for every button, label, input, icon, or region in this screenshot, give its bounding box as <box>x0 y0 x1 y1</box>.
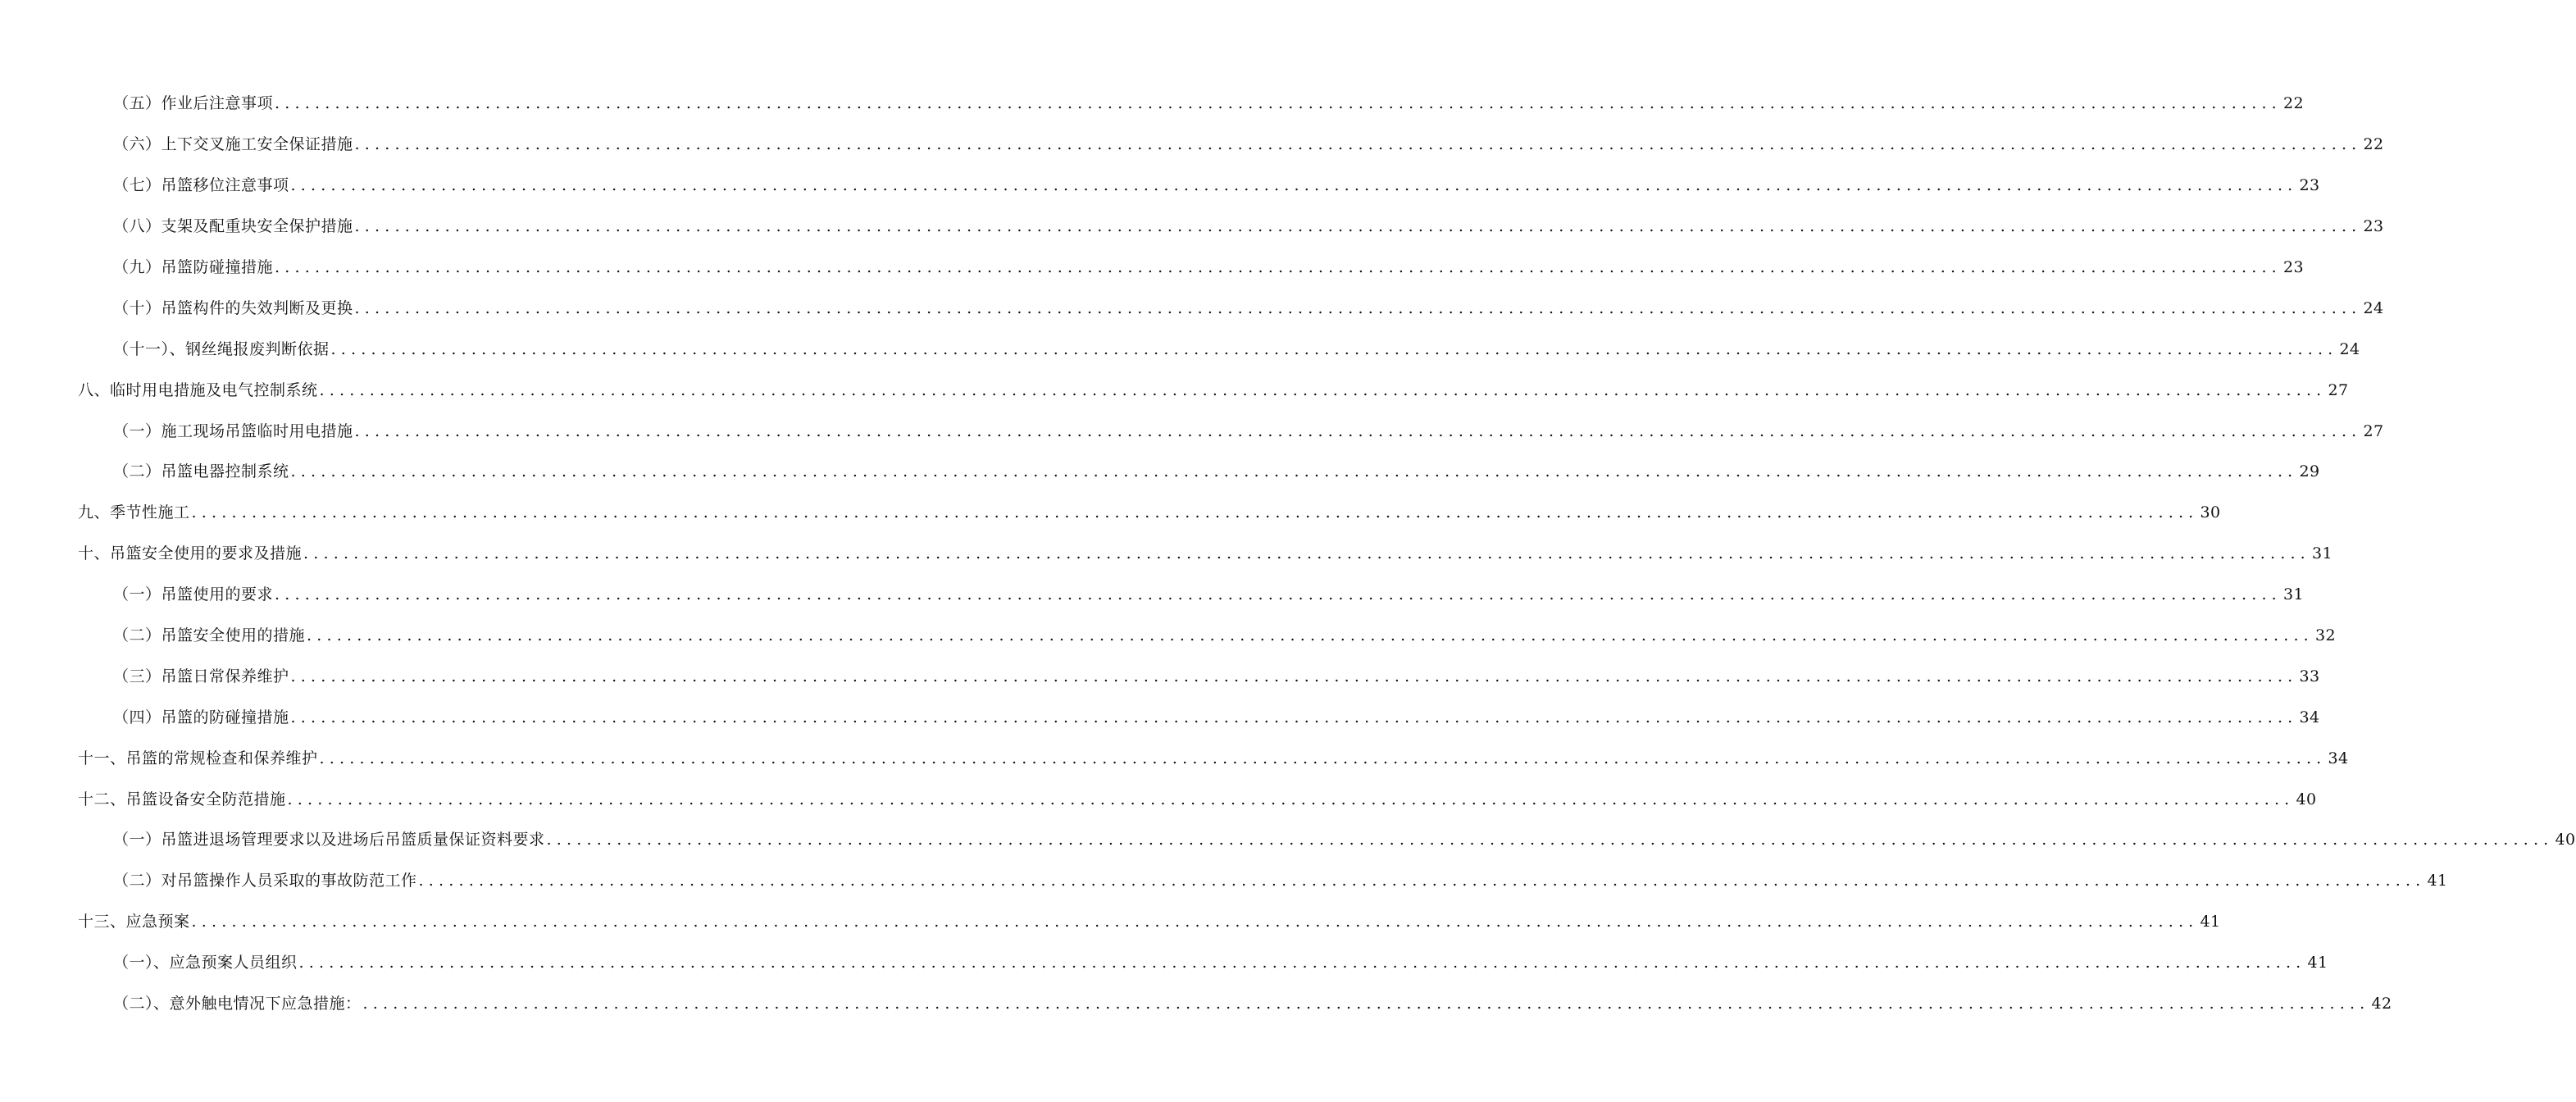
toc-dot-leader: ........................................................................................................................................................................................................ <box>290 708 2298 726</box>
toc-entry[interactable] <box>0 329 2360 370</box>
toc-entry-title: （一）吊篮使用的要求 <box>113 585 274 604</box>
toc-entry-title: （八）支架及配重块安全保护措施 <box>113 217 353 236</box>
toc-entry[interactable] <box>0 125 2384 166</box>
toc-entry-title: （一）、应急预案人员组织 <box>113 954 298 972</box>
toc-entry[interactable] <box>0 984 2392 1025</box>
toc-entry[interactable] <box>0 861 2448 902</box>
toc-entry-title: 十二、吊篮设备安全防范措施 <box>78 790 286 808</box>
toc-entry-title: 十三、应急预案 <box>78 913 190 931</box>
toc-entry-title: （一）吊篮进退场管理要求以及进场后吊篮质量保证资料要求 <box>113 831 545 849</box>
toc-entry-page-number: 23 <box>2363 217 2384 236</box>
toc-entry-page-number: 41 <box>2427 872 2448 890</box>
toc-entry-page-number: 27 <box>2328 380 2349 399</box>
toc-entry-title: （一）施工现场吊篮临时用电措施 <box>113 421 353 440</box>
toc-entry[interactable] <box>0 288 2384 329</box>
toc-entry-page-number: 40 <box>2296 790 2317 808</box>
toc-dot-leader: ........................................................................................................................................................................................................ <box>191 503 2199 522</box>
toc-entry-page-number: 22 <box>2282 94 2305 113</box>
toc-entry-page-number: 42 <box>2371 995 2392 1013</box>
toc-dot-leader: ........................................................................................................................................................................................................ <box>354 421 2362 440</box>
toc-dot-leader: ........................................................................................................................................................................................................ <box>298 954 2306 972</box>
toc-entry[interactable] <box>0 697 2320 738</box>
toc-dot-leader: ........................................................................................................................................................................................................ <box>418 872 2426 890</box>
toc-dot-leader: ........................................................................................................................................................................................................ <box>303 544 2310 563</box>
toc-entry[interactable] <box>0 534 2333 575</box>
toc-entry-page-number: 30 <box>2200 503 2221 522</box>
toc-entry-page-number: 27 <box>2363 421 2384 440</box>
toc-entry-page-number: 34 <box>2299 708 2320 726</box>
toc-entry[interactable] <box>0 575 2305 616</box>
toc-entry[interactable] <box>0 779 2317 820</box>
toc-entry-page-number: 34 <box>2328 749 2349 767</box>
toc-entry-title: 八、临时用电措施及电气控制系统 <box>78 380 318 399</box>
toc-entry[interactable] <box>0 493 2221 534</box>
toc-entry[interactable] <box>0 902 2221 943</box>
toc-entry-title: （二）吊篮安全使用的措施 <box>113 626 306 645</box>
toc-dot-leader: ........................................................................................................................................................................................................ <box>275 258 2282 276</box>
toc-entry-title: （二）、意外触电情况下应急措施： <box>113 995 362 1013</box>
toc-dot-leader: ........................................................................................................................................................................................................ <box>191 913 2199 931</box>
toc-entry[interactable] <box>0 84 2305 125</box>
toc-entry-title: （十）吊篮构件的失效判断及更换 <box>113 298 353 317</box>
toc-dot-leader: ........................................................................................................................................................................................................ <box>354 217 2362 236</box>
toc-entry-page-number: 41 <box>2307 954 2328 972</box>
toc-dot-leader: ........................................................................................................................................................................................................ <box>319 380 2327 399</box>
toc-entry-title: （九）吊篮防碰撞措施 <box>113 258 274 276</box>
toc-dot-leader: ........................................................................................................................................................................................................ <box>275 585 2282 604</box>
toc-entry-page-number: 33 <box>2299 667 2320 685</box>
table-of-contents <box>0 84 2576 1024</box>
toc-entry-page-number: 40 <box>2555 831 2576 849</box>
toc-entry[interactable] <box>0 943 2328 984</box>
toc-entry-title: （五）作业后注意事项 <box>113 94 274 113</box>
toc-entry[interactable] <box>0 656 2320 697</box>
toc-entry-page-number: 23 <box>2282 258 2305 276</box>
toc-entry-page-number: 22 <box>2363 135 2384 154</box>
toc-entry[interactable] <box>0 411 2384 452</box>
toc-entry[interactable] <box>0 248 2305 289</box>
toc-entry-title: （二）对吊篮操作人员采取的事故防范工作 <box>113 872 417 890</box>
toc-dot-leader: ........................................................................................................................................................................................................ <box>307 626 2314 645</box>
toc-dot-leader: ........................................................................................................................................................................................................ <box>330 339 2338 358</box>
toc-entry[interactable] <box>0 452 2320 493</box>
toc-dot-leader: ........................................................................................................................................................................................................ <box>290 176 2298 195</box>
toc-dot-leader: ........................................................................................................................................................................................................ <box>354 135 2362 154</box>
toc-entry-page-number: 31 <box>2311 544 2333 563</box>
toc-entry-page-number: 24 <box>2339 339 2360 358</box>
toc-dot-leader: ........................................................................................................................................................................................................ <box>362 995 2370 1013</box>
toc-entry-page-number: 32 <box>2314 626 2337 645</box>
toc-entry-title: （七）吊篮移位注意事项 <box>113 176 289 195</box>
toc-entry-title: 九、季节性施工 <box>78 503 190 522</box>
toc-dot-leader: ........................................................................................................................................................................................................ <box>275 94 2282 113</box>
toc-entry-title: 十、吊篮安全使用的要求及措施 <box>78 544 303 563</box>
toc-entry-title: （四）吊篮的防碰撞措施 <box>113 708 289 726</box>
toc-entry-title: （三）吊篮日常保养维护 <box>113 667 289 685</box>
toc-entry-title: （二）吊篮电器控制系统 <box>113 462 289 481</box>
toc-entry[interactable] <box>0 207 2384 248</box>
toc-entry-page-number: 23 <box>2299 176 2320 195</box>
toc-dot-leader: ........................................................................................................................................................................................................ <box>354 298 2362 317</box>
toc-entry-page-number: 24 <box>2363 298 2384 317</box>
toc-entry[interactable] <box>0 738 2349 779</box>
toc-dot-leader: ........................................................................................................................................................................................................ <box>290 462 2298 481</box>
toc-dot-leader: ........................................................................................................................................................................................................ <box>287 790 2295 808</box>
toc-dot-leader: ........................................................................................................................................................................................................ <box>546 831 2554 849</box>
toc-entry[interactable] <box>0 820 2576 861</box>
toc-entry-title: （十一）、钢丝绳报废判断依据 <box>113 339 330 358</box>
toc-entry[interactable] <box>0 616 2337 657</box>
toc-entry-page-number: 41 <box>2200 913 2221 931</box>
toc-dot-leader: ........................................................................................................................................................................................................ <box>290 667 2298 685</box>
toc-entry-page-number: 31 <box>2282 585 2305 604</box>
toc-entry[interactable] <box>0 166 2320 207</box>
toc-entry-title: 十一、吊篮的常规检查和保养维护 <box>78 749 318 767</box>
toc-entry[interactable] <box>0 370 2349 411</box>
toc-dot-leader: ........................................................................................................................................................................................................ <box>319 749 2327 767</box>
toc-entry-page-number: 29 <box>2299 462 2320 481</box>
toc-entry-title: （六）上下交叉施工安全保证措施 <box>113 135 353 154</box>
